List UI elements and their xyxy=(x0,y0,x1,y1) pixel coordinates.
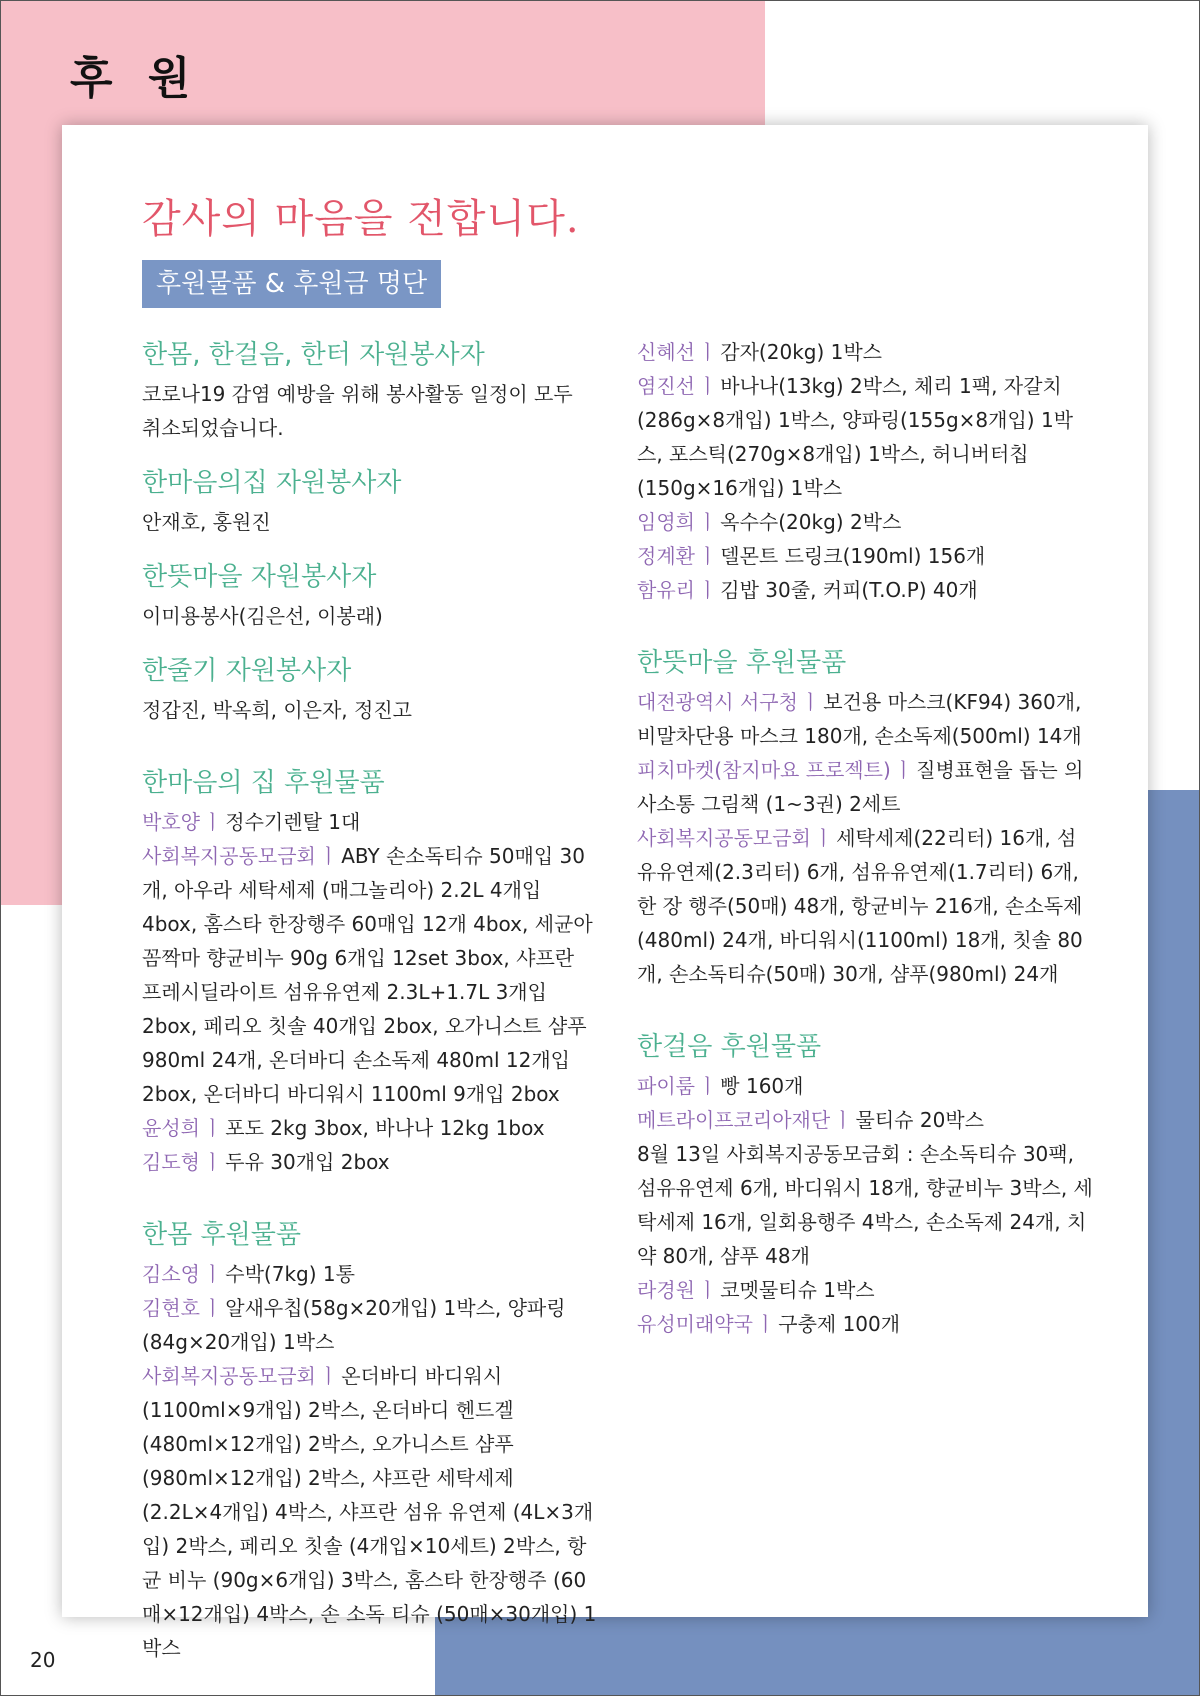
headline: 감사의 마음을 전합니다. xyxy=(142,196,580,242)
separator: ㅣ xyxy=(697,510,718,534)
separator: ㅣ xyxy=(833,1108,853,1132)
section xyxy=(142,1215,598,1665)
separator: ㅣ xyxy=(202,1150,223,1174)
donation-list-banner: 후원물품 & 후원금 명단 xyxy=(142,260,441,308)
separator: ㅣ xyxy=(318,1364,339,1388)
donation-text: 김밥 30줄, 커피(T.O.P) 40개 xyxy=(720,578,978,602)
donation-text: ABY 손소독티슈 50매입 30개, 아우라 세탁세제 (매그놀리아) 2.2L 4개입 4box, 홈스타 한장행주 60매입 12개 4box, 세균아꼼짝마 향균비누 90g 6개입 12set 3box, 샤프란 프레시딜라이트 섬유유연제 2.3L+1.7L 3개입 2box, 페리오 칫솔 40개입 2box, 오가니스트 샴푸 980ml 24개, 온더바디 손소독제 480ml 12개입 2box, 온더바디 바디워시 1100ml 9개입 2box xyxy=(142,844,593,1106)
right-sections xyxy=(637,643,1093,1341)
donor-name: 메트라이프코리아재단 xyxy=(637,1108,831,1132)
section-title: 한걸음 후원물품 xyxy=(637,1032,822,1062)
donor-name: 라경원 xyxy=(637,1278,695,1302)
donation-text: 보건용 마스크(KF94) 360개, 비말차단용 마스크 180개, 손소독제(500ml) 14개 xyxy=(637,690,1082,748)
right-column xyxy=(637,335,1093,1341)
donation-entry xyxy=(637,505,1093,539)
donation-text: 이미용봉사(김은선, 이봉래) xyxy=(142,604,383,628)
donor-name: 김소영 xyxy=(142,1262,200,1286)
donor-name: 정계환 xyxy=(637,544,695,568)
donor-name: 파이룸 xyxy=(637,1074,695,1098)
donation-entry xyxy=(637,539,1093,573)
separator: ㅣ xyxy=(697,340,718,364)
section-title: 한마음의집 자원봉사자 xyxy=(142,468,402,498)
donation-entry xyxy=(142,839,598,1111)
separator: ㅣ xyxy=(755,1312,776,1336)
donation-text: 바나나(13kg) 2박스, 체리 1팩, 자갈치(286g×8개입) 1박스, 양파링(155g×8개입) 1박스, 포스틱(270g×8개입) 1박스, 허니버터칩(150g×16개입) 1박스 xyxy=(637,374,1073,500)
separator: ㅣ xyxy=(697,374,718,398)
donor-name: 함유리 xyxy=(637,578,695,602)
content-card xyxy=(62,125,1148,1660)
donation-entry xyxy=(637,335,1093,369)
separator: ㅣ xyxy=(697,578,718,602)
separator: ㅣ xyxy=(318,844,339,868)
donation-entry xyxy=(142,377,598,445)
donor-name: 대전광역시 서구청 xyxy=(637,690,798,714)
section xyxy=(142,335,598,445)
donation-text: 감자(20kg) 1박스 xyxy=(720,340,882,364)
section xyxy=(637,1027,1093,1341)
section-title: 한몸 후원물품 xyxy=(142,1220,301,1250)
donation-entry xyxy=(142,1359,598,1665)
donation-text: 델몬트 드링크(190ml) 156개 xyxy=(720,544,986,568)
section xyxy=(142,463,598,539)
donation-text: 온더바디 바디워시(1100ml×9개입) 2박스, 온더바디 헨드겔 (480ml×12개입) 2박스, 오가니스트 샴푸 (980ml×12개입) 2박스, 샤프란 세탁세제 (2.2L×4개입) 4박스, 샤프란 섬유 유연제 (4L×3개입) 2박스, 페리오 칫솔 (4개입×10세트) 2박스, 항균 비누 (90g×6개입) 3박스, 홈스타 한장행주 (60매×12개입) 4박스, 손 소독 티슈 (50매×30개입) 1박스 xyxy=(142,1364,597,1660)
section xyxy=(142,763,598,1179)
donation-entry xyxy=(637,1103,1093,1137)
donation-entry xyxy=(637,1069,1093,1103)
separator: ㅣ xyxy=(202,810,223,834)
donor-name: 신혜선 xyxy=(637,340,695,364)
donation-text: 8월 13일 사회복지공동모금회 : 손소독티슈 30팩, 섬유유연제 6개, 바디워시 18개, 향균비누 3박스, 세탁세제 16개, 일회용행주 4박스, 손소독제 24개, 치약 80개, 샴푸 48개 xyxy=(637,1142,1093,1268)
donation-entry xyxy=(142,693,598,727)
donor-name: 사회복지공동모금회 xyxy=(637,826,811,850)
donor-name: 김도형 xyxy=(142,1150,200,1174)
section-title: 한뜻마을 후원물품 xyxy=(637,648,847,678)
donation-text: 안재호, 홍원진 xyxy=(142,510,271,534)
donor-name: 임영희 xyxy=(637,510,695,534)
separator: ㅣ xyxy=(202,1296,223,1320)
donation-entry xyxy=(637,821,1093,991)
donation-entry xyxy=(142,1257,598,1291)
page-number: 20 xyxy=(30,1648,56,1672)
page-title: 후 원 xyxy=(70,53,201,104)
section xyxy=(142,651,598,727)
donation-text: 질병표현을 돕는 의사소통 그림책 (1~3권) 2세트 xyxy=(637,758,1084,816)
separator: ㅣ xyxy=(202,1116,223,1140)
section xyxy=(142,557,598,633)
separator: ㅣ xyxy=(800,690,821,714)
donor-name: 윤성희 xyxy=(142,1116,200,1140)
donor-name: 염진선 xyxy=(637,374,695,398)
donor-name: 사회복지공동모금회 xyxy=(142,1364,316,1388)
donation-text: 알새우칩(58g×20개입) 1박스, 양파링(84g×20개입) 1박스 xyxy=(142,1296,566,1354)
donation-entry xyxy=(637,1273,1093,1307)
separator: ㅣ xyxy=(813,826,834,850)
donation-entry xyxy=(142,805,598,839)
section-title: 한마음의 집 후원물품 xyxy=(142,768,385,798)
separator: ㅣ xyxy=(697,1278,718,1302)
separator: ㅣ xyxy=(893,758,914,782)
donor-name: 사회복지공동모금회 xyxy=(142,844,316,868)
donation-text: 정갑진, 박옥희, 이은자, 정진고 xyxy=(142,698,412,722)
section-title: 한뜻마을 자원봉사자 xyxy=(142,562,377,592)
donor-name: 박호양 xyxy=(142,810,200,834)
separator: ㅣ xyxy=(697,1074,718,1098)
donation-entry xyxy=(142,1111,598,1145)
donor-name: 유성미래약국 xyxy=(637,1312,753,1336)
donation-text: 빵 160개 xyxy=(720,1074,804,1098)
left-column xyxy=(142,335,598,1665)
donation-entry xyxy=(142,1291,598,1359)
donation-entry xyxy=(637,573,1093,607)
donation-entry xyxy=(637,1137,1093,1273)
donor-name: 피치마켓(참지마요 프로젝트) xyxy=(637,758,891,782)
separator: ㅣ xyxy=(202,1262,223,1286)
donation-text: 세탁세제(22리터) 16개, 섬유유연제(2.3리터) 6개, 섬유유연제(1.7리터) 6개, 한 장 행주(50매) 48개, 항균비누 216개, 손소독제(480ml) 24개, 바디워시(1100ml) 18개, 칫솔 80개, 손소독티슈(50매) 30개, 샴푸(980ml) 24개 xyxy=(637,826,1083,986)
donation-text: 옥수수(20kg) 2박스 xyxy=(720,510,902,534)
donation-text: 코멧물티슈 1박스 xyxy=(720,1278,875,1302)
donation-entry xyxy=(142,505,598,539)
section-title: 한줄기 자원봉사자 xyxy=(142,656,352,686)
donation-text: 물티슈 20박스 xyxy=(855,1108,984,1132)
donation-entry xyxy=(142,1145,598,1179)
donation-entry xyxy=(637,369,1093,505)
donation-text: 정수기렌탈 1대 xyxy=(225,810,361,834)
donation-entry xyxy=(637,753,1093,821)
donation-entry xyxy=(637,685,1093,753)
donation-text: 두유 30개입 2box xyxy=(225,1150,390,1174)
donor-name: 김현호 xyxy=(142,1296,200,1320)
donation-entry xyxy=(142,599,598,633)
section xyxy=(637,643,1093,991)
donation-text: 수박(7kg) 1통 xyxy=(225,1262,355,1286)
donation-text: 포도 2kg 3box, 바나나 12kg 1box xyxy=(225,1116,545,1140)
section-title: 한몸, 한걸음, 한터 자원봉사자 xyxy=(142,340,485,370)
donation-entry xyxy=(637,1307,1093,1341)
donation-text: 구충제 100개 xyxy=(778,1312,901,1336)
separator: ㅣ xyxy=(697,544,718,568)
donation-text: 코로나19 감염 예방을 위해 봉사활동 일정이 모두 취소되었습니다. xyxy=(142,382,573,440)
